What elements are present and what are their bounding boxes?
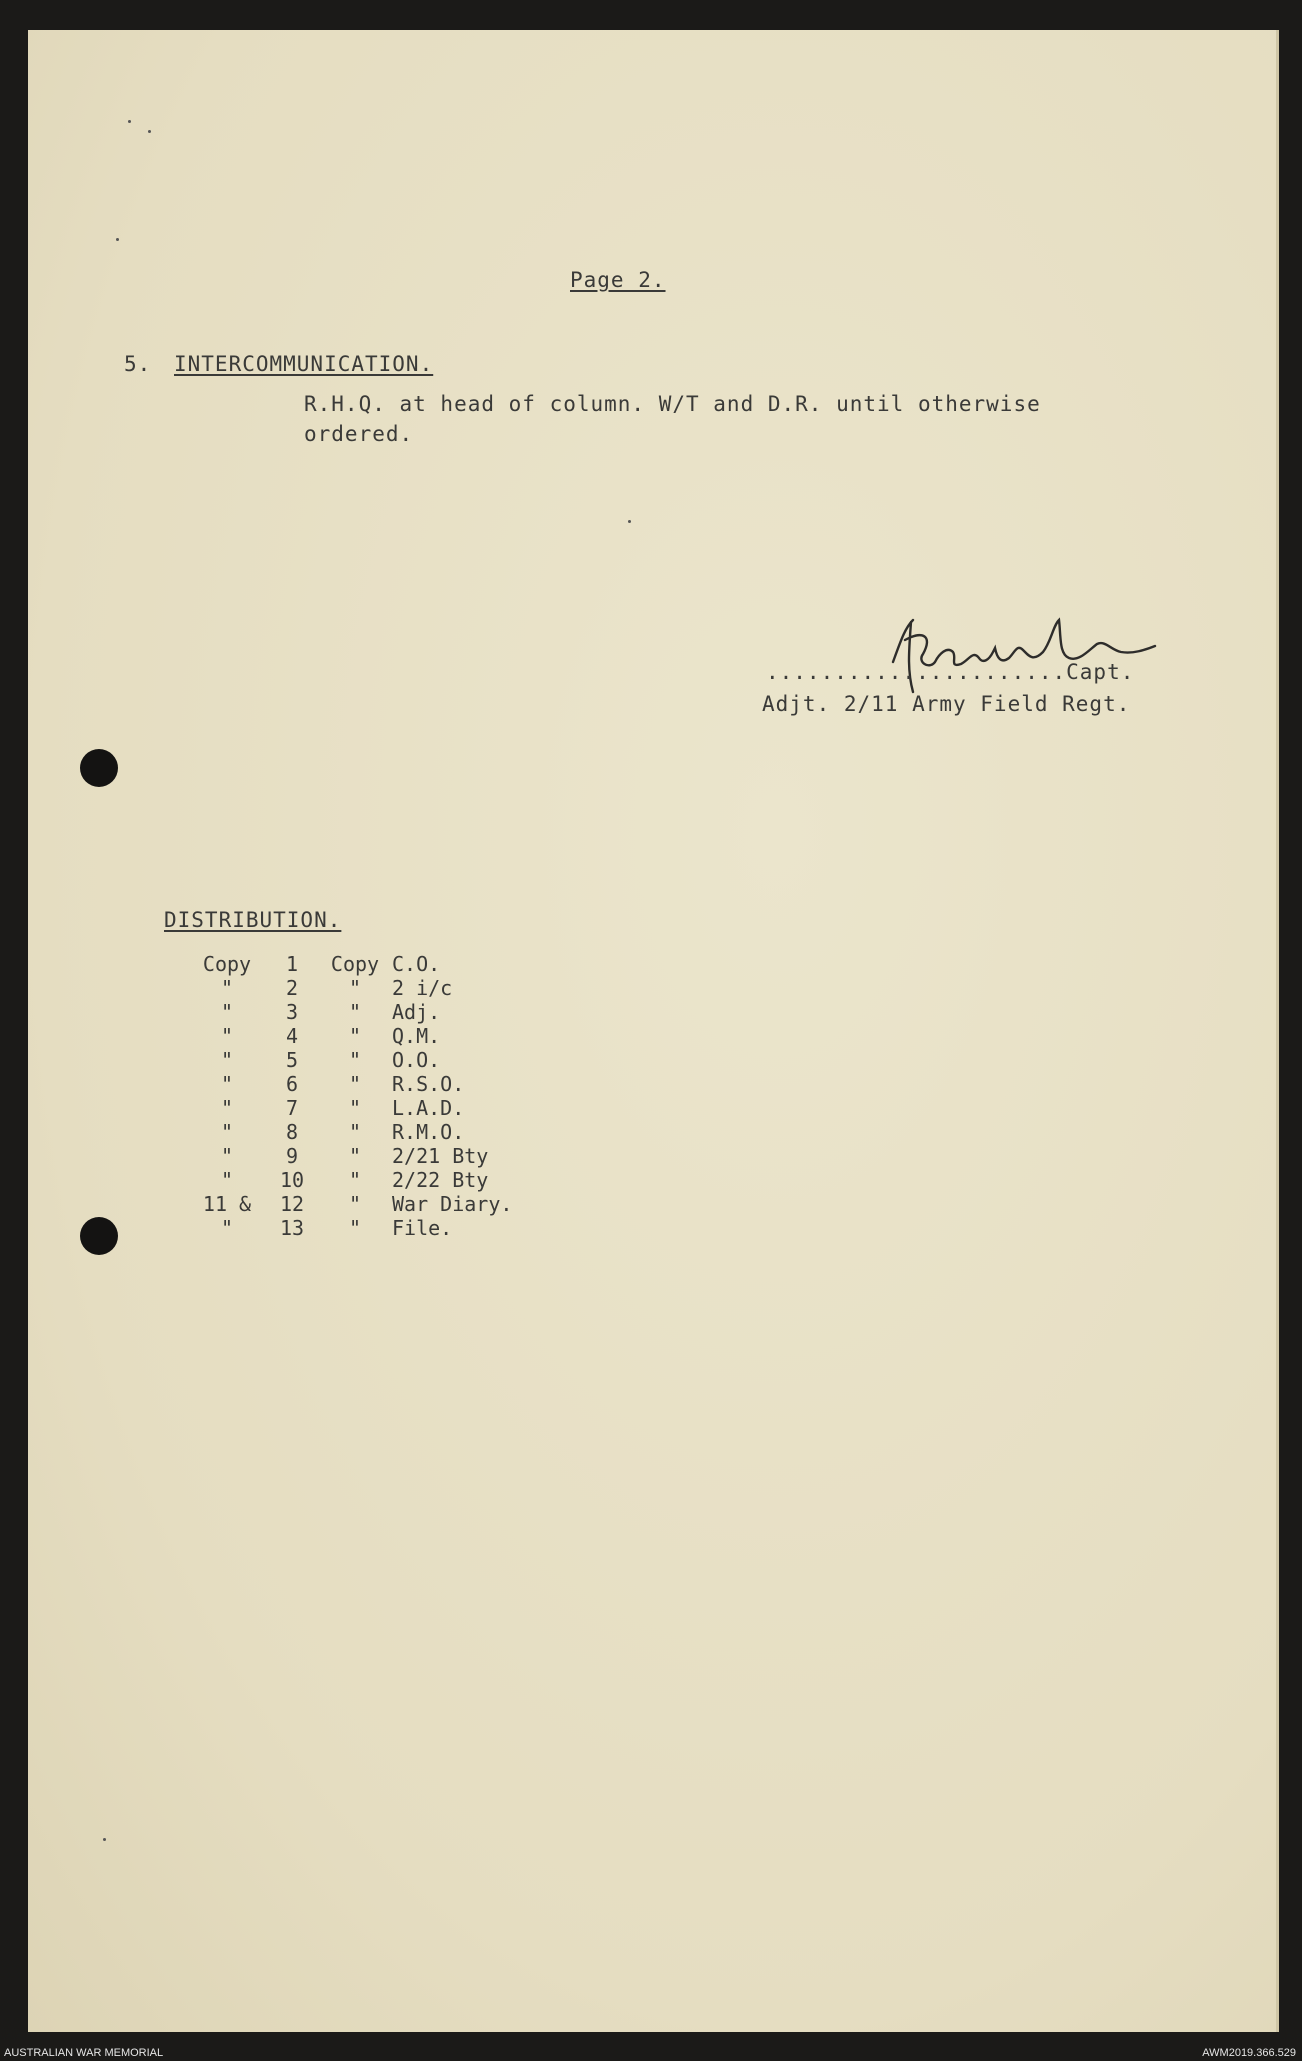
copy-word: " (348, 1072, 362, 1096)
section-body-line-1: R.H.Q. at head of column. W/T and D.R. until otherwise (304, 392, 1041, 416)
recipient: War Diary. (392, 1192, 513, 1216)
copy-prefix: " (220, 1000, 234, 1024)
copy-word: " (348, 1216, 362, 1240)
copy-number: 7 (285, 1096, 299, 1120)
copy-word: " (348, 1144, 362, 1168)
signatory-title: Adjt. 2/11 Army Field Regt. (762, 692, 1131, 716)
distribution-row (188, 1024, 562, 1048)
copy-word: " (348, 976, 362, 1000)
copy-prefix: " (220, 1024, 234, 1048)
copy-prefix: " (220, 1120, 234, 1144)
copy-word: Copy (330, 952, 380, 976)
recipient: Q.M. (392, 1024, 441, 1048)
copy-prefix: Copy (202, 952, 252, 976)
recipient: C.O. (392, 952, 441, 976)
page-number: Page 2. (570, 268, 666, 292)
copy-prefix: " (220, 1096, 234, 1120)
section-heading: INTERCOMMUNICATION. (174, 352, 434, 376)
copy-word: " (348, 1120, 362, 1144)
copy-number: 1 (285, 952, 299, 976)
document-page (28, 30, 1279, 2032)
distribution-row (188, 1120, 562, 1144)
copy-number: 8 (285, 1120, 299, 1144)
copy-word: " (348, 1000, 362, 1024)
copy-number: 9 (285, 1144, 299, 1168)
copy-word: " (348, 1192, 362, 1216)
recipient: 2/21 Bty (392, 1144, 489, 1168)
recipient: R.M.O. (392, 1120, 465, 1144)
copy-number: 3 (285, 1000, 299, 1024)
copy-prefix: " (220, 1048, 234, 1072)
punch-hole-top (80, 749, 118, 787)
distribution-row (188, 1144, 562, 1168)
copy-number: 6 (285, 1072, 299, 1096)
recipient: File. (392, 1216, 453, 1240)
copy-number: 13 (279, 1216, 305, 1240)
copy-prefix: " (220, 1216, 234, 1240)
copy-word: " (348, 1024, 362, 1048)
distribution-row (188, 952, 562, 976)
ink-speck (628, 520, 631, 523)
distribution-heading: DISTRIBUTION. (164, 908, 342, 932)
copy-prefix: " (220, 1144, 234, 1168)
copy-prefix: " (220, 976, 234, 1000)
recipient: 2 i/c (392, 976, 453, 1000)
recipient: R.S.O. (392, 1072, 465, 1096)
copy-prefix: 11 & (202, 1192, 252, 1216)
copy-word: " (348, 1168, 362, 1192)
copy-number: 10 (279, 1168, 305, 1192)
signature-dots-capt: ......................Capt. (766, 660, 1135, 684)
recipient: Adj. (392, 1000, 441, 1024)
copy-number: 2 (285, 976, 299, 1000)
copy-number: 5 (285, 1048, 299, 1072)
distribution-row (188, 1192, 562, 1216)
distribution-row (188, 1216, 562, 1240)
distribution-row (188, 1048, 562, 1072)
section-number: 5. (124, 352, 152, 376)
punch-hole-bottom (80, 1217, 118, 1255)
recipient: 2/22 Bty (392, 1168, 489, 1192)
copy-number: 12 (279, 1192, 305, 1216)
ink-speck (148, 130, 151, 133)
copy-prefix: " (220, 1168, 234, 1192)
ink-speck (103, 1838, 106, 1841)
copy-word: " (348, 1096, 362, 1120)
recipient: L.A.D. (392, 1096, 465, 1120)
copy-number: 4 (285, 1024, 299, 1048)
section-body-line-2: ordered. (304, 422, 414, 446)
distribution-row (188, 1168, 562, 1192)
ink-speck (128, 120, 131, 123)
copy-prefix: " (220, 1072, 234, 1096)
distribution-row (188, 1000, 562, 1024)
distribution-list (188, 952, 562, 1240)
footer-credit: AUSTRALIAN WAR MEMORIAL (4, 2047, 164, 2059)
footer-id: AWM2019.366.529 (1202, 2047, 1296, 2059)
recipient: O.O. (392, 1048, 441, 1072)
distribution-row (188, 1096, 562, 1120)
ink-speck (116, 238, 119, 241)
distribution-row (188, 1072, 562, 1096)
copy-word: " (348, 1048, 362, 1072)
distribution-row (188, 976, 562, 1000)
